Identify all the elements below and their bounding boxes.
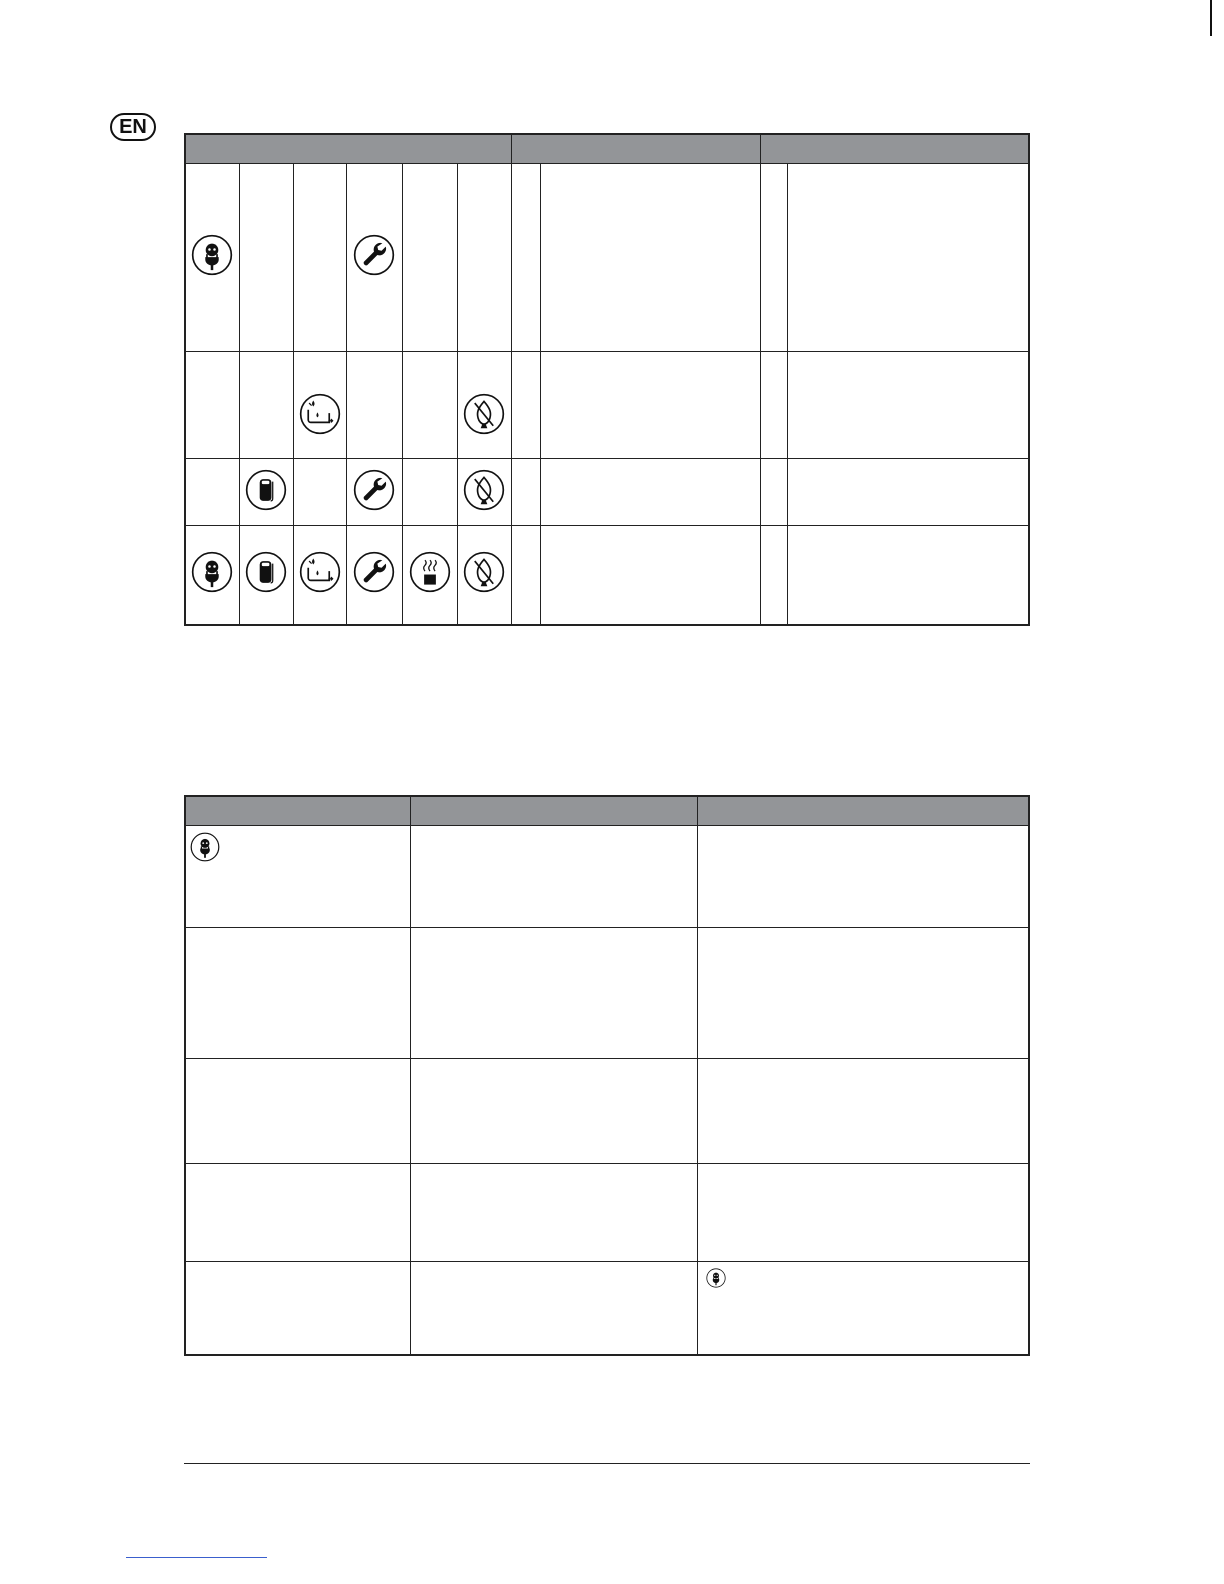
remedy-cell [787, 526, 1029, 625]
table2-header-remedy [697, 796, 1029, 826]
indicator-cell [239, 352, 293, 459]
indicator-cell [185, 352, 239, 459]
table-row [185, 526, 1029, 625]
cause-number-cell [511, 352, 540, 459]
cause-cell [540, 164, 760, 352]
cause-cell [410, 928, 697, 1059]
indicator-table [184, 133, 1028, 624]
heating-icon [409, 551, 451, 593]
remedy-number-cell [760, 526, 787, 625]
table-row [185, 164, 1029, 352]
indicator-cell [185, 526, 239, 625]
indicator-cell [346, 164, 402, 352]
cause-cell [410, 1059, 697, 1164]
table1-header-remedy [760, 134, 1029, 164]
descale-icon [299, 393, 341, 435]
table-row [185, 1262, 1029, 1355]
remedy-cell [697, 928, 1029, 1059]
remedy-cell [787, 352, 1029, 459]
remedy-cell [697, 826, 1029, 928]
problem-cell [185, 928, 410, 1059]
cause-cell [410, 1164, 697, 1262]
footer-rule [184, 1463, 1030, 1464]
problem-cell [185, 826, 410, 928]
remedy-cell [697, 1262, 1029, 1355]
indicator-cell [293, 459, 346, 526]
remedy-cell [787, 164, 1029, 352]
water-tank-icon [245, 551, 287, 593]
table-row [185, 459, 1029, 526]
language-badge: EN [110, 113, 156, 141]
indicator-cell [457, 352, 511, 459]
indicator-cell [457, 164, 511, 352]
cause-cell [540, 352, 760, 459]
page-edge-rule [1210, 0, 1212, 36]
problem-cell [185, 1059, 410, 1164]
table2-header-problem [185, 796, 410, 826]
indicator-cell [402, 352, 457, 459]
remedy-cell [697, 1164, 1029, 1262]
wrench-icon [353, 234, 395, 276]
indicator-cell [293, 164, 346, 352]
no-flame-icon [463, 393, 505, 435]
problem-cell [185, 1262, 410, 1355]
indicator-cell [185, 164, 239, 352]
water-tank-icon [245, 469, 287, 511]
footer-link-underline [126, 1557, 267, 1558]
remedy-number-cell [760, 459, 787, 526]
remedy-number-cell [760, 352, 787, 459]
power-plug-icon [190, 832, 220, 862]
wrench-icon [353, 469, 395, 511]
table1-header-cause [511, 134, 760, 164]
table-row [185, 1059, 1029, 1164]
cause-number-cell [511, 526, 540, 625]
cause-cell [540, 526, 760, 625]
problem-cell [185, 1164, 410, 1262]
indicator-cell [402, 164, 457, 352]
indicator-cell [239, 164, 293, 352]
cause-cell [410, 1262, 697, 1355]
table-row [185, 928, 1029, 1059]
wrench-icon [353, 551, 395, 593]
troubleshooting-table [184, 795, 1028, 1351]
no-flame-icon [463, 551, 505, 593]
indicator-cell [402, 459, 457, 526]
table-row [185, 352, 1029, 459]
cause-number-cell [511, 459, 540, 526]
power-plug-icon [191, 551, 233, 593]
indicator-cell [402, 526, 457, 625]
descale-icon [299, 551, 341, 593]
remedy-number-cell [760, 164, 787, 352]
indicator-cell [293, 526, 346, 625]
remedy-cell [787, 459, 1029, 526]
table-row [185, 826, 1029, 928]
cause-cell [410, 826, 697, 928]
indicator-cell [346, 459, 402, 526]
indicator-cell [346, 526, 402, 625]
cause-cell [540, 459, 760, 526]
power-plug-icon [706, 1268, 726, 1288]
indicator-cell [346, 352, 402, 459]
remedy-cell [697, 1059, 1029, 1164]
indicator-cell [185, 459, 239, 526]
indicator-cell [293, 352, 346, 459]
indicator-cell [457, 459, 511, 526]
indicator-cell [239, 526, 293, 625]
no-flame-icon [463, 469, 505, 511]
cause-number-cell [511, 164, 540, 352]
indicator-cell [239, 459, 293, 526]
table1-header-indicators [185, 134, 511, 164]
table-row [185, 1164, 1029, 1262]
table2-header-cause [410, 796, 697, 826]
power-plug-icon [191, 234, 233, 276]
indicator-cell [457, 526, 511, 625]
